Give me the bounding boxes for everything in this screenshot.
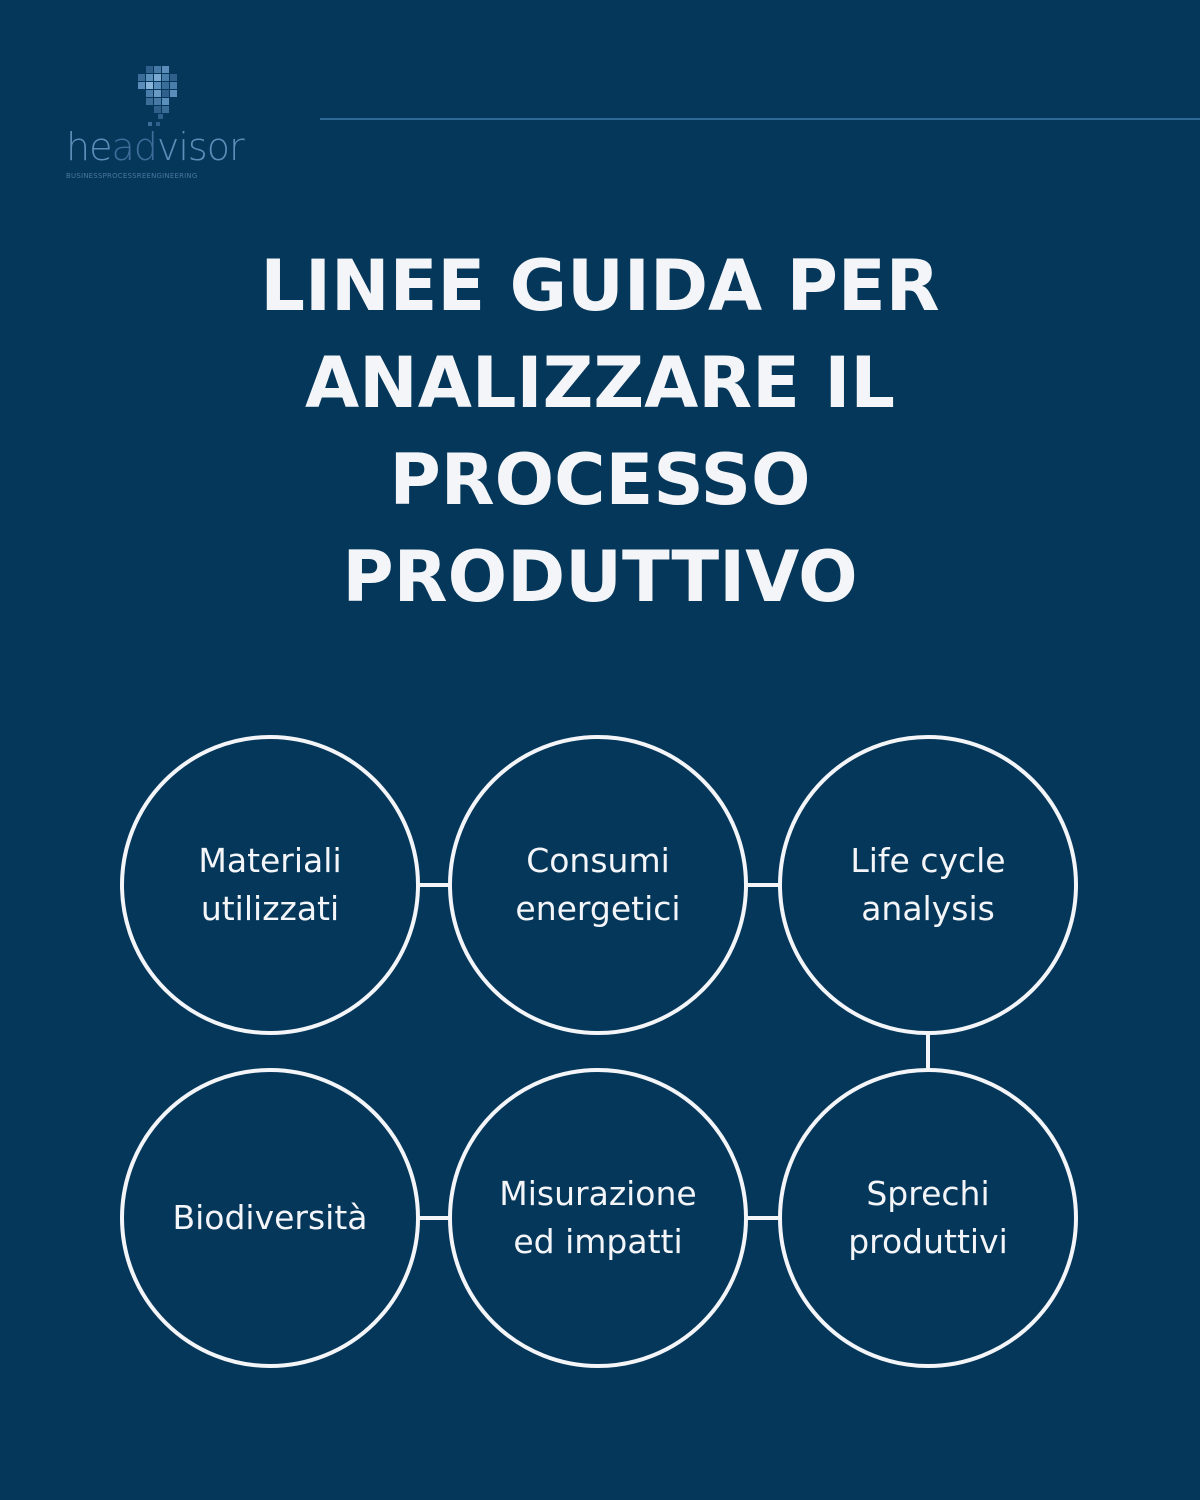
node-label: Consumi [526,841,670,880]
title-line: PROCESSO [389,439,811,521]
title-line: ANALIZZARE IL [304,342,895,424]
node-label: Sprechi [866,1174,990,1213]
logo-tagline: BUSINESSPROCESSREENGINEERING [66,172,198,180]
node-label: ed impatti [513,1222,683,1261]
title-line: PRODUTTIVO [342,536,858,618]
node-circle [122,737,418,1033]
node-label: utilizzati [200,889,340,928]
node-label: Misurazione [499,1174,697,1213]
node-circle [780,1070,1076,1366]
title-line: LINEE GUIDA PER [260,245,940,327]
node-lca [780,737,1076,1033]
node-circle [450,1070,746,1366]
node-misurazione [450,1070,746,1366]
node-label: produttivi [848,1222,1008,1261]
node-label: Materiali [198,841,342,880]
node-label: energetici [515,889,681,928]
node-label: Life cycle [850,841,1006,880]
logo-wordmark-part3: visor [156,125,244,169]
node-circle [450,737,746,1033]
node-label: analysis [861,889,995,928]
node-consumi [450,737,746,1033]
logo-wordmark-part1: he [66,125,112,169]
node-sprechi [780,1070,1076,1366]
node-circle [780,737,1076,1033]
node-biodiversita [122,1070,418,1366]
logo-wordmark-part2: ad [111,125,157,169]
node-label: Biodiversità [172,1198,368,1237]
node-materiali [122,737,418,1033]
